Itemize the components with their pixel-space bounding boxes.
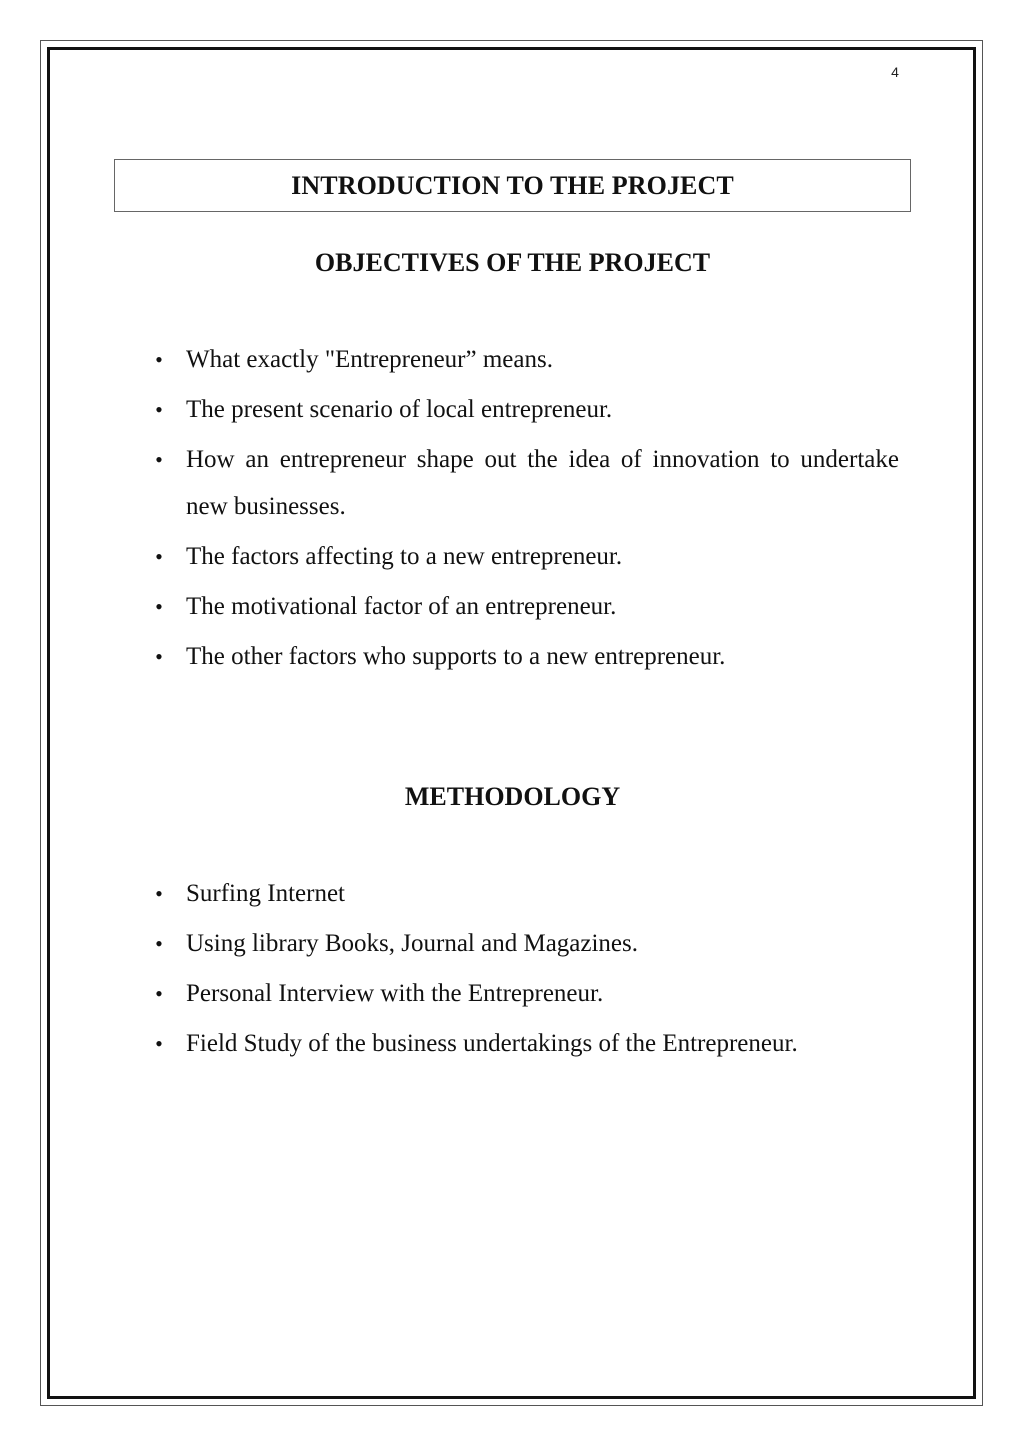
bullet-dot-icon: •	[155, 397, 163, 422]
list-item	[152, 970, 899, 1017]
bullet-dot-icon: •	[155, 1031, 163, 1056]
bullet-dot-icon: •	[155, 931, 163, 956]
bullet-dot-icon: •	[155, 981, 163, 1006]
page-title: INTRODUCTION TO THE PROJECT	[291, 170, 734, 200]
methodology-heading: METHODOLOGY	[404, 782, 621, 811]
list-item-text: What exactly "Entrepreneur” means.	[186, 346, 553, 373]
list-item-text: The factors affecting to a new entrepreneur.	[186, 543, 623, 570]
list-item-text: How an entrepreneur shape out the idea of innovation to undertake new businesses.	[186, 446, 899, 520]
list-item	[152, 336, 899, 383]
page-number: 4	[891, 64, 899, 80]
list-item	[152, 436, 899, 530]
list-item-text: Using library Books, Journal and Magazines.	[186, 930, 639, 957]
list-item	[152, 583, 899, 630]
list-item	[152, 1020, 899, 1067]
list-item-text: The other factors who supports to a new entrepreneur.	[186, 643, 726, 670]
list-item	[152, 920, 899, 967]
bullet-dot-icon: •	[155, 544, 163, 569]
list-item-text: The present scenario of local entrepreneur.	[186, 396, 613, 423]
list-item	[152, 533, 899, 580]
bullet-dot-icon: •	[155, 594, 163, 619]
list-item	[152, 386, 899, 433]
bullet-dot-icon: •	[155, 347, 163, 372]
title-box	[114, 159, 911, 212]
bullet-dot-icon: •	[155, 644, 163, 669]
bullet-dot-icon: •	[155, 881, 163, 906]
objectives-list	[152, 336, 899, 683]
methodology-list	[152, 870, 899, 1070]
bullet-dot-icon: •	[155, 447, 163, 472]
list-item-text: Personal Interview with the Entrepreneur.	[186, 980, 604, 1007]
list-item-text: Surfing Internet	[186, 880, 345, 907]
list-item-text: Field Study of the business undertakings of the Entrepreneur.	[186, 1030, 798, 1057]
list-item	[152, 633, 899, 680]
list-item	[152, 870, 899, 917]
objectives-heading: OBJECTIVES OF THE PROJECT	[314, 248, 711, 277]
list-item-text: The motivational factor of an entrepreneur.	[186, 593, 617, 620]
